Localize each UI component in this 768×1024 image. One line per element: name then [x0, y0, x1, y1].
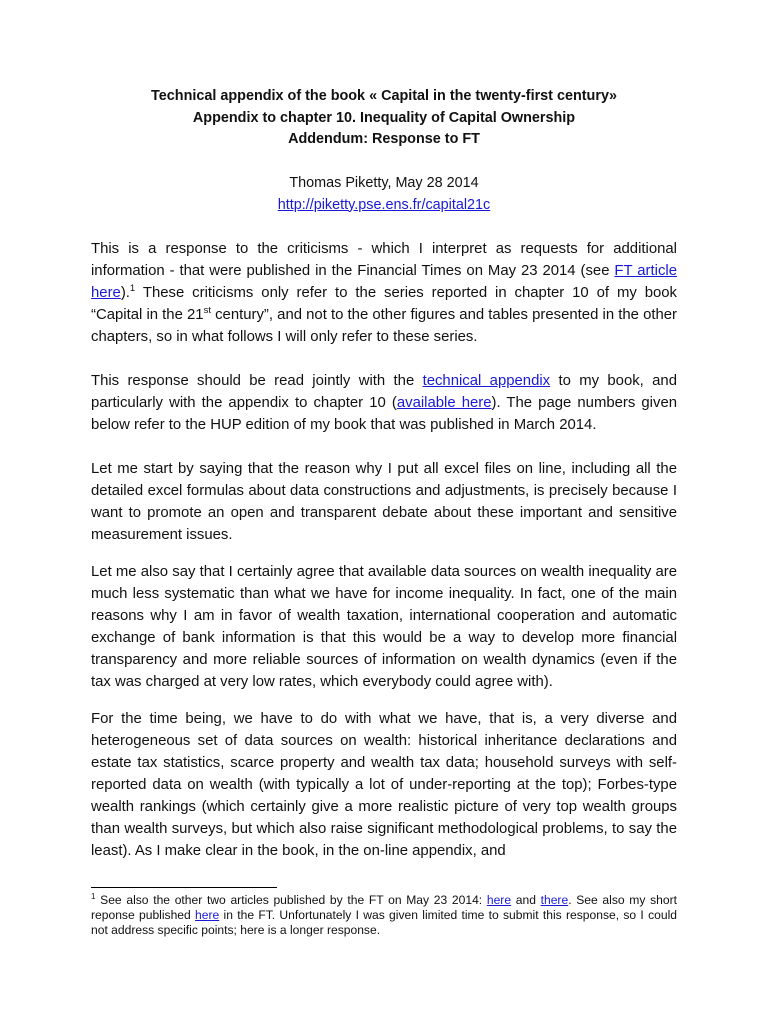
footnote-ref-1: 1 — [129, 283, 136, 295]
document-title-line-2: Appendix to chapter 10. Inequality of Capital Ownership — [192, 109, 576, 126]
footnote-here-link-1[interactable]: here — [486, 893, 512, 907]
document-page — [91, 86, 677, 862]
document-title-line-1: Technical appendix of the book « Capital in the twenty-first century» — [151, 88, 617, 104]
footnote-there-link[interactable]: there — [540, 893, 569, 907]
available-here-link[interactable]: available here — [396, 395, 492, 412]
footnote-separator — [91, 887, 277, 888]
technical-appendix-link[interactable]: technical appendix — [422, 373, 551, 390]
p1-text-d: century”, and not to the other figures and tables presented in the other chapters, so in what follows I will only refer to these series. — [91, 307, 678, 346]
website-link[interactable]: http://piketty.pse.ens.fr/capital21c — [277, 196, 491, 213]
author-block — [91, 173, 677, 216]
ft-article-link[interactable]: FT article here — [91, 263, 677, 302]
paragraph-1 — [91, 238, 677, 348]
document-title-line-3: Addendum: Response to FT — [288, 131, 480, 148]
paragraph-3: Let me start by saying that the reason why I put all excel files on line, including all the detailed excel formulas about data constructions and adjustments, is precisely because I want to promote an open and transparent debate about these important and sensitive measurement issues. — [91, 461, 677, 544]
footnote-text-d: in the FT. Unfortunately I was given limited time to submit this response, so I could not address specific points; here is a longer response. — [91, 908, 677, 938]
paragraph-2 — [91, 370, 677, 436]
p1-text-b: ). — [120, 285, 130, 302]
paragraph-5: For the time being, we have to do with what we have, that is, a very diverse and heterogeneous set of data sources on wealth: historical inheritance declarations and estate tax statistics, scarce property and wealth tax data; household surveys with self-reported data on wealth (with typically a lot of under-reporting at the top); Forbes-type wealth rankings (which certainly give a more realistic picture of very top wealth groups than wealth surveys, but which also raise significant methodological problems, to say the least). As I make clear in the book, in the on-line appendix, and — [91, 711, 677, 860]
p2-text-c: ). The page numbers given below refer to the HUP edition of my book that was published in March 2014. — [91, 395, 678, 434]
p2-text-a: This response should be read jointly with the — [91, 373, 423, 390]
footnote-here-link-2[interactable]: here — [195, 908, 220, 923]
author-date: Thomas Piketty, May 28 2014 — [289, 174, 479, 191]
footnote-text-a: See also the other two articles published by the FT on May 23 2014: — [95, 893, 487, 907]
paragraph-4: Let me also say that I certainly agree that available data sources on wealth inequality are much less systematic than what we have for income inequality. In fact, one of the main reasons why I am in favor of wealth taxation, international cooperation and automatic exchange of bank information is that this would be a way to develop more financial transparency and more reliable sources of information on wealth dynamics (even if the tax was charged at very low rates, which everybody could agree with). — [91, 564, 677, 691]
p1-text-a: This is a response to the criticisms - which I interpret as requests for additional information - that were published in the Financial Times on May 23 2014 (see — [91, 241, 677, 280]
p1-text-c: These criticisms only refer to the series reported in chapter 10 of my book “Capital in the 21 — [91, 285, 677, 324]
footnote-1 — [91, 893, 677, 939]
ordinal-suffix: st — [203, 305, 211, 317]
footnote-text-c: . See also my short reponse published — [91, 893, 677, 923]
p2-text-b: to my book, and particularly with the appendix to chapter 10 ( — [91, 373, 677, 412]
footnote-text-b: and — [511, 893, 541, 907]
footnote-number: 1 — [91, 892, 96, 901]
